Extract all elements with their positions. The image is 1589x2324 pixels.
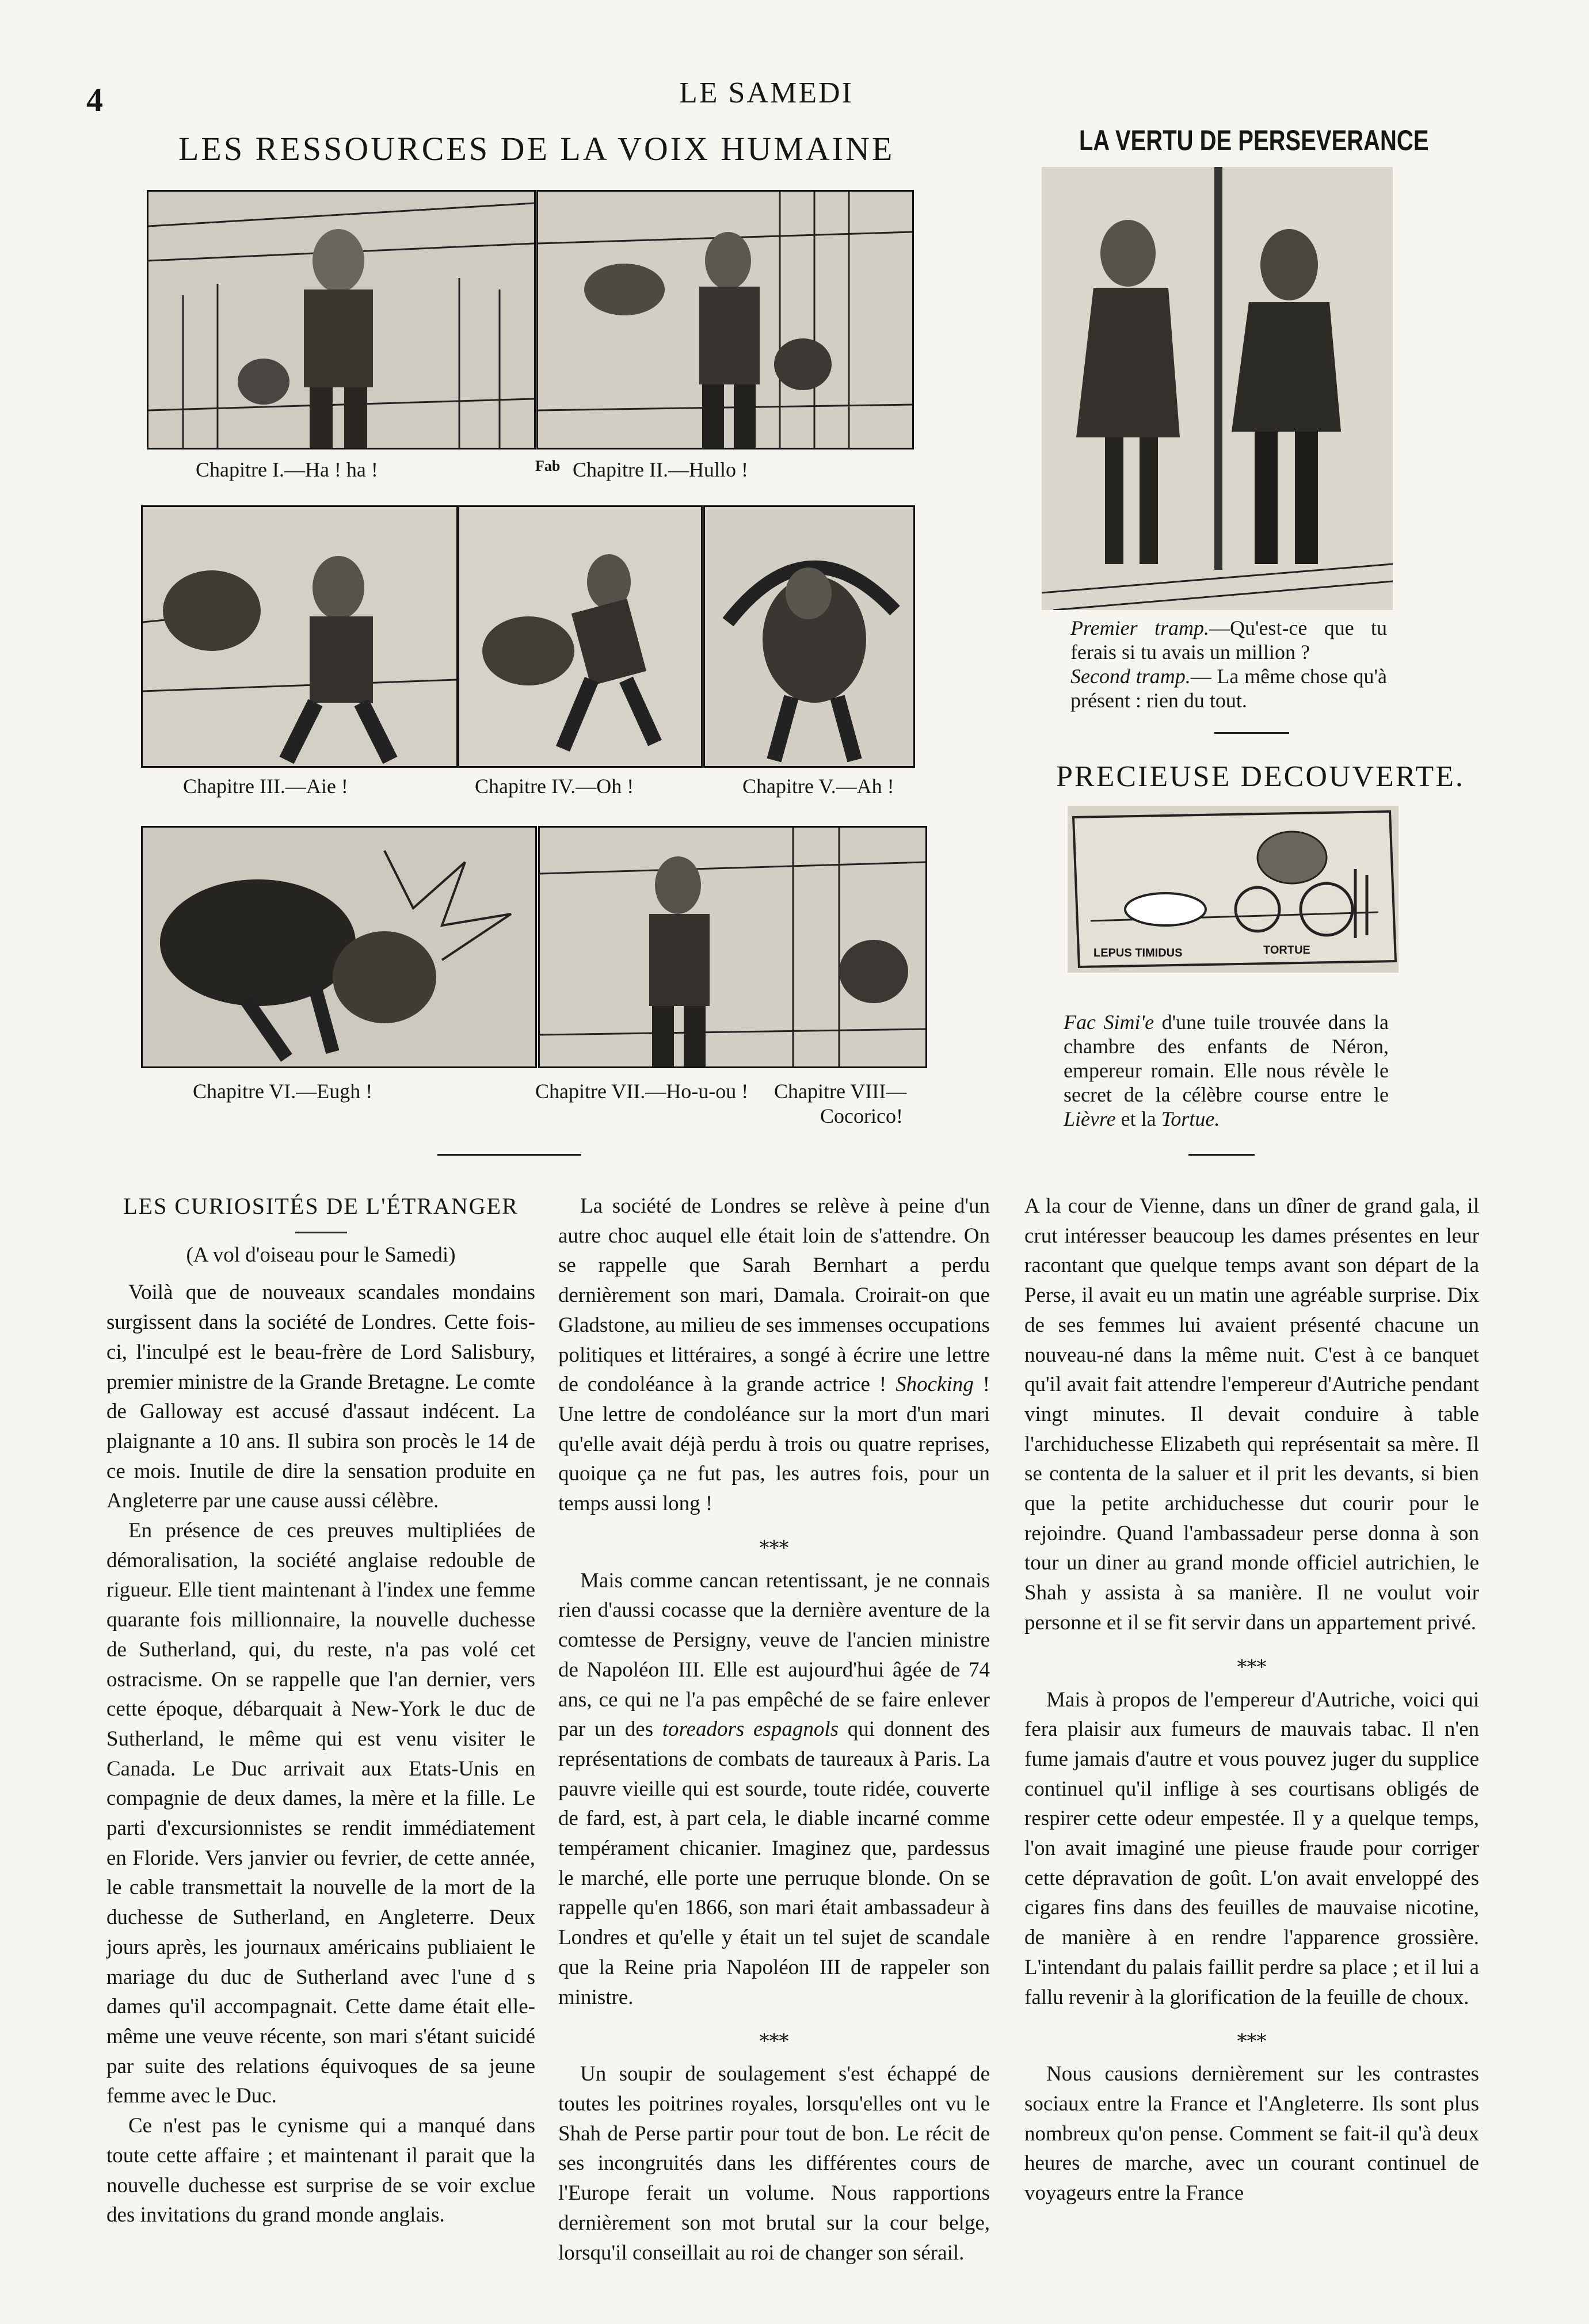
- tile-illustration: [1068, 806, 1399, 973]
- section-rule: [1214, 732, 1289, 734]
- text-run: Mais comme cancan retentissant, je ne connais rien d'aussi cocasse que la dernière aventure de la comtesse de Persigny, veuve de l'ancien ministre de Napoléon III. Elle est aujourd'hui âgée de 74 ans, ce qui ne l'a pas empêché de se faire enlever par un des: [558, 1568, 990, 1742]
- article-column-3: [1024, 1191, 1479, 2208]
- asterism: ⁎⁎⁎: [759, 2025, 789, 2047]
- text-run: ! Une lettre de condoléance sur la mort d'un mari qu'elle avait déjà perdu à trois ou quatre reprises, quoique ça ne fut pas, les autres fois, pour un temps aussi long !: [558, 1373, 990, 1516]
- text-run: La société de Londres se relève à peine d'un autre choc auquel elle était loin de s'attendre. On se rappelle que Sarah Bernhart a perdu dernièrement son mari, Damala. Croirait-on que Gladstone, au milieu de ses immenses occupations politiques et littéraires, a songé à écrire une lettre de condoléance à la grande actrice !: [558, 1194, 990, 1397]
- caption-chapitre-4: Chapitre IV.—Oh !: [475, 775, 634, 798]
- text-run: qui donnent des représentations de combats de taureaux à Paris. La pauvre vieille qui est sourde, toute ridée, couverte de fard, est, à part cela, le diable incarné comme tempérament chicanier. Imaginez que, pardessus le marché, elle porte une perruque blonde. On se rappelle qu'en 1866, son mari était ambassadeur à Londres et qu'elle y était un tel sujet de scandale que la Reine pria Napoléon III de rappeler son ministre.: [558, 1717, 990, 2009]
- cartoon-panel-6: [141, 826, 537, 1068]
- paragraph: [558, 1191, 990, 1519]
- caption-fac-simile: Fac Simi'e: [1064, 1011, 1154, 1034]
- caption-chapitre-6: Chapitre VI.—Eugh !: [193, 1080, 373, 1103]
- paragraph: Voilà que de nouveaux scandales mondains surgissent dans la société de Londres. Cette fois-ci, l'inculpé est le beau-frère de Lord Salisbury, premier ministre de la Grande Bretagne. Le comte de Galloway est accusé d'assaut indécent. La plaignante a 10 ans. Il subira son procès le 14 de ce mois. Inutile de dire la sensation produite en Angleterre par une cause aussi célèbre.: [106, 1281, 535, 1513]
- caption-chapitre-5: Chapitre V.—Ah !: [742, 775, 894, 798]
- asterism: ⁎⁎⁎: [1237, 1650, 1267, 1672]
- cartoon-panel-5: [703, 505, 915, 768]
- paragraph: [558, 1566, 990, 2013]
- paragraph: Mais à propos de l'empereur d'Autriche, voici qui fera plaisir aux fumeurs de mauvais tabac. Il n'en fume jamais d'autre et vous pouvez juger du supplice continuel qu'il inflige à ses courtisans obligés de respirer cette odeur empestée. Il y a quelque temps, l'on avait imaginé une pieuse fraude pour corriger cette dépravation de goût. L'on avait enveloppé des cigares fins dans des feuilles de mauvaise nicotine, de manière à en rendre l'apparence grossière. L'intendant du palais faillit perdre sa place ; et il lui a fallu revenir à la glorification de la feuille de choux.: [1024, 1687, 1479, 2009]
- vertu-dialogue: [1070, 616, 1387, 713]
- article-column-2: [558, 1191, 990, 2268]
- page-number: 4: [86, 81, 103, 119]
- caption-chapitre-8: Chapitre VIII—: [774, 1080, 907, 1103]
- text-run-italic: toreadors espagnols: [662, 1717, 839, 1742]
- title-rule: [295, 1232, 347, 1233]
- paragraph: En présence de ces preuves multipliées de démoralisation, la société anglaise redouble de rigueur. Elle tient maintenant à l'index une femme quarante fois millionnaire, la nouvelle duchesse de Sutherland, qui, du reste, n'a pas volé cet ostracisme. On se rappelle que l'an dernier, vers cette époque, débarquait à New-York le duc de Sutherland, le même qui est venu visiter le Canada. Le Duc arrivait aux Etats-Unis en compagnie de deux dames, la mère et la fille. Le parti d'excursionnistes se rendit immédiatement en Floride. Vers janvier ou fevrier, de cette année, le cable transmettait la nouvelle de la mort de la duchesse de Sutherland, en Angleterre. Deux jours après, les journaux américains publiaient le mariage du duc de Sutherland avec l'une d s dames qu'il accompagnait. Cette dame était elle-même une veuve récente, son mari s'étant suicidé par suite des relations équivoques de sa jeune femme avec le Duc.: [106, 1519, 535, 2108]
- caption-text: d'une tuile trouvée dans la chambre des enfants de Néron, empereur romain. Elle nous révèle le secret de la célèbre course entre le: [1064, 1011, 1389, 1106]
- caption-chapitre-2: Chapitre II.—Hullo !: [573, 458, 748, 481]
- text-run-italic: Shocking: [896, 1373, 974, 1397]
- tile-label-tortue: TORTUE: [1263, 944, 1310, 957]
- cartoon-panel-3: [141, 505, 458, 768]
- paragraph: A la cour de Vienne, dans un dîner de grand gala, il crut intéresser beaucoup les dames présentes en leur racontant que quelque temps avant son départ de la Perse, il avait eu un matin une agréable surprise. Dix de ses femmes lui avaient présenté chacune un nouveau-né dans la même nuit. C'est à ce banquet qu'il avait fait attendre l'empereur d'Autriche pendant vingt minutes. Il devait conduire à table l'archiduchesse Elizabeth qui représentait sa mère. Il se contenta de la saluer et il prit les devants, si bien que la petite archiduchesse dut courir pour le rejoindre. Quand l'ambassadeur perse donna à son tour un diner au grand monde officiel autrichien, le Shah y assista à sa manière. Il ne voulut voir personne et il se fit servir dans un appartement privé.: [1024, 1194, 1479, 1635]
- paragraph: Nous causions dernièrement sur les contrastes sociaux entre la France et l'Angleterre. Ils sont plus nombreux qu'on pense. Comment se fait-il qu'à deux heures de marche, avec un courant continuel de voyageurs entre la France: [1024, 2062, 1479, 2205]
- speaker-1: Premier tramp.: [1070, 616, 1209, 639]
- cartoon-title: LES RESSOURCES DE LA VOIX HUMAINE: [178, 130, 895, 167]
- caption-chapitre-3: Chapitre III.—Aie !: [183, 775, 348, 798]
- running-title: LE SAMEDI: [679, 77, 853, 109]
- precieuse-title: PRECIEUSE DECOUVERTE.: [1056, 760, 1465, 793]
- paragraph: Un soupir de soulagement s'est échappé de toutes les poitrines royales, lorsqu'elles ont vu le Shah de Perse partir pour tout de bon. Le récit de ses incongruités dans les différentes cours de l'Europe ferait un volume. Nous rapportions dernièrement son mot brutal sur la cour belge, lorsqu'il conseillait au roi de changer son sérail.: [558, 2062, 990, 2265]
- dialogue-line-2: — La même chose qu'à présent : rien du tout.: [1070, 665, 1387, 712]
- caption-lievre: Lièvre: [1064, 1107, 1116, 1130]
- artist-signature: Fab: [535, 458, 561, 474]
- caption-chapitre-7: Chapitre VII.—Ho-u-ou !: [535, 1080, 749, 1103]
- article-column-1: [106, 1191, 535, 2230]
- cartoon-panel-4: [458, 505, 703, 768]
- cartoon-panel-1: [147, 190, 536, 449]
- asterism: ⁎⁎⁎: [759, 1531, 789, 1553]
- caption-chapitre-8-cry: Cocorico!: [820, 1104, 903, 1127]
- caption-et: et la: [1115, 1107, 1161, 1130]
- article-rule-left: [437, 1154, 581, 1156]
- vertu-title: LA VERTU DE PERSEVERANCE: [1079, 124, 1429, 157]
- vertu-illustration: [1042, 167, 1393, 610]
- article-title: LES CURIOSITÉS DE L'ÉTRANGER: [123, 1193, 519, 1219]
- article-rule-right: [1188, 1154, 1255, 1156]
- tile-label-lepus: LEPUS TIMIDUS: [1093, 947, 1183, 959]
- caption-chapitre-1: Chapitre I.—Ha ! ha !: [196, 458, 378, 481]
- article-subtitle: (A vol d'oiseau pour le Samedi): [186, 1243, 456, 1267]
- speaker-2: Second tramp.: [1070, 665, 1191, 688]
- cartoon-panel-7: [538, 826, 927, 1068]
- precieuse-caption: [1064, 1010, 1389, 1131]
- asterism: ⁎⁎⁎: [1237, 2025, 1267, 2047]
- cartoon-panel-2: [536, 190, 914, 449]
- caption-tortue: Tortue.: [1161, 1107, 1220, 1130]
- paragraph: Ce n'est pas le cynisme qui a manqué dans toute cette affaire ; et maintenant il parait que la nouvelle duchesse est surprise de se voir exclue des invitations du grand monde anglais.: [106, 2114, 535, 2227]
- dialogue-line-1: —Qu'est-ce que tu ferais si tu avais un million ?: [1070, 616, 1388, 664]
